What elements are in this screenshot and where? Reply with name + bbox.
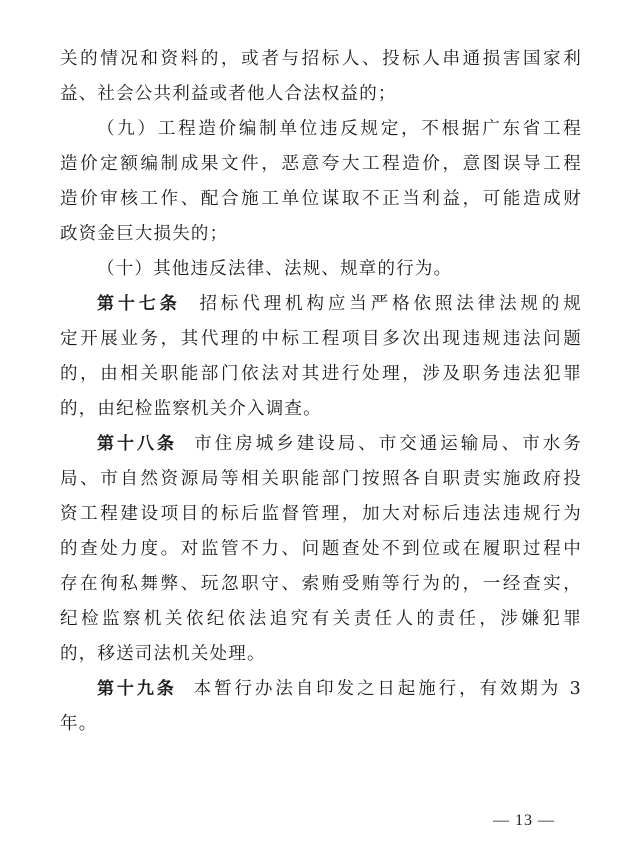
text-line: （十）其他违反法律、法规、规章的行为。 (97, 259, 453, 279)
text-line: 的查处力度。对监管不力、问题查处不到位或在履职过程中 (60, 539, 582, 559)
text-line: 的，由相关职能部门依法对其进行处理，涉及职务违法犯罪 (60, 364, 582, 384)
article-18-line (60, 427, 582, 462)
text-line: 纪检监察机关依纪依法追究有关责任人的责任，涉嫌犯罪 (60, 609, 582, 629)
text-line: 资工程建设项目的标后监督管理，加大对标后违法违规行为 (60, 504, 582, 524)
article-text: 招标代理机构应当严格依照法律法规的规 (199, 294, 582, 314)
text-line: 的，由纪检监察机关介入调查。 (60, 399, 322, 419)
article-label: 第十七条 (97, 294, 181, 314)
article-19-line (60, 672, 582, 707)
article-label: 第十八条 (97, 434, 178, 454)
text-line: 关的情况和资料的，或者与招标人、投标人串通损害国家利 (60, 49, 582, 69)
text-line: 定开展业务，其代理的中标工程项目多次出现违规违法问题 (60, 329, 582, 349)
text-line: 年。 (60, 714, 98, 734)
article-text: 本暂行办法自印发之日起施行，有效期为 3 (193, 679, 582, 699)
document-body (60, 42, 582, 742)
article-label: 第十九条 (97, 679, 177, 699)
text-line: 政资金巨大损失的； (60, 224, 229, 244)
text-line: 益、社会公共利益或者他人合法权益的； (60, 84, 397, 104)
page-number: — 13 — (493, 812, 555, 829)
text-line: 造价审核工作、配合施工单位谋取不正当利益，可能造成财 (60, 189, 582, 209)
text-line: 的，移送司法机关处理。 (60, 644, 266, 664)
text-line: （九）工程造价编制单位违反规定，不根据广东省工程 (97, 119, 582, 139)
article-17-line (60, 287, 582, 322)
article-text: 市住房城乡建设局、市交通运输局、市水务 (194, 434, 582, 454)
text-line: 存在徇私舞弊、玩忽职守、索贿受贿等行为的，一经查实， (60, 574, 582, 594)
text-line: 造价定额编制成果文件，恶意夸大工程造价，意图误导工程 (60, 154, 582, 174)
text-line: 局、市自然资源局等相关职能部门按照各自职责实施政府投 (60, 469, 582, 489)
